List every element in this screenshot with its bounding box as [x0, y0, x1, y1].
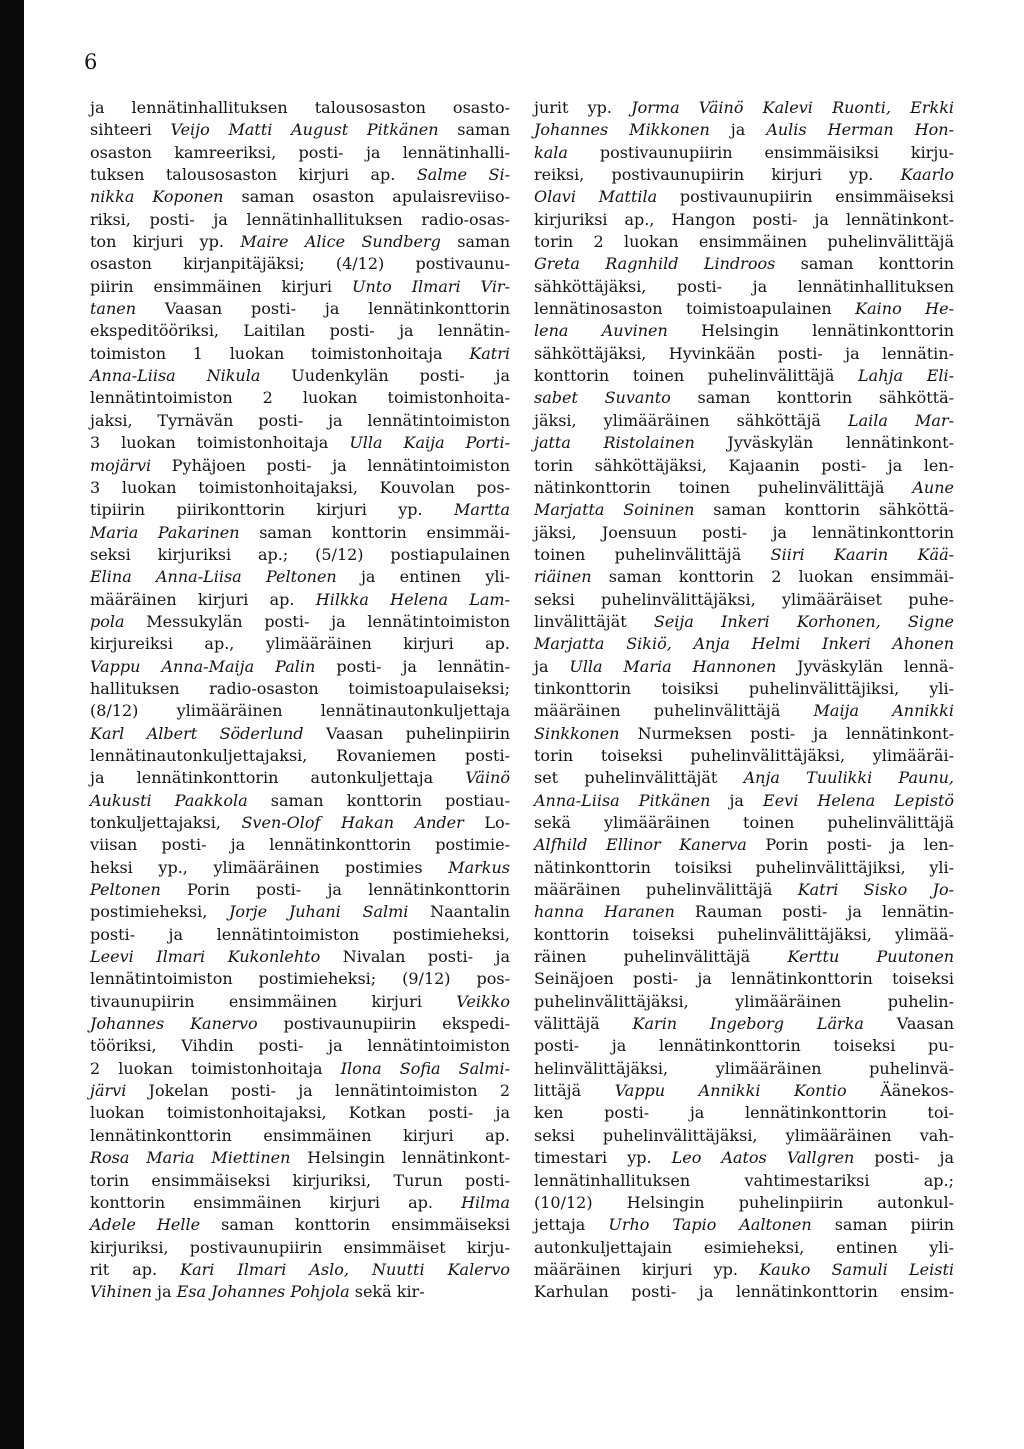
text-segment: lennätinautonkuljettajaksi, Rovaniemen posti-: [90, 745, 510, 765]
text-line: [90, 1125, 510, 1147]
text-segment: saman konttorin ensimmäi-: [239, 522, 510, 542]
text-segment: saman konttorin sähköttä-: [670, 388, 955, 408]
text-line: [90, 678, 510, 700]
text-line: [534, 410, 954, 432]
text-segment: Jyväskylän lennätinkont-: [694, 433, 954, 453]
text-line: [90, 119, 510, 141]
text-segment: 3 luokan toimistonhoitaja: [90, 433, 350, 453]
text-segment: Nurmeksen posti- ja lennätinkont-: [619, 723, 954, 743]
text-line: [90, 432, 510, 454]
text-segment: osaston kirjanpitäjäksi; (4/12) postivaunu-: [90, 254, 510, 274]
person-name: Greta Ragnhild Lindroos: [534, 254, 776, 274]
text-line: [90, 499, 510, 521]
text-line: [90, 276, 510, 298]
page-edge-bar: [0, 0, 24, 1449]
person-name: Siiri Kaarin Kää-: [770, 544, 955, 564]
text-line: [534, 723, 954, 745]
text-segment: puhelinvälittäjäksi, ylimääräinen puhelin-: [534, 991, 954, 1011]
text-line: [90, 566, 510, 588]
person-name: Karl Albert Söderlund: [90, 723, 304, 743]
text-segment: Helsingin lennätinkont-: [290, 1148, 510, 1168]
text-line: [90, 253, 510, 275]
text-segment: Seinäjoen posti- ja lennätinkonttorin toiseksi: [534, 969, 954, 989]
person-name: Unto Ilmari Vir-: [351, 276, 510, 296]
text-segment: tipiirin piirikonttorin kirjuri yp.: [90, 500, 455, 520]
text-line: [90, 924, 510, 946]
text-segment: konttorin toinen puhelinvälittäjä: [534, 366, 859, 386]
text-segment: torin toiseksi puhelinvälittäjäksi, ylimääräi-: [534, 745, 954, 765]
person-name: järvi: [90, 1081, 127, 1101]
person-name: Urho Tapio Aaltonen: [608, 1215, 812, 1235]
text-line: [90, 410, 510, 432]
text-segment: saman konttorin: [775, 254, 954, 274]
person-name: Vappu Anna-Maija Palin: [90, 656, 316, 676]
person-name: Jorma Väinö Kalevi Ruonti, Erkki: [631, 98, 955, 117]
person-name: Adele Helle: [90, 1215, 201, 1235]
text-line: [534, 745, 954, 767]
text-line: [534, 1192, 954, 1214]
text-line: [534, 589, 954, 611]
text-segment: määräinen puhelinvälittäjä: [534, 701, 814, 721]
person-name: Aukusti Paakkola: [90, 790, 248, 810]
text-line: [534, 253, 954, 275]
person-name: Kerttu Puutonen: [787, 947, 954, 967]
person-name: Katri Sisko Jo-: [797, 880, 954, 900]
text-segment: Vaasan posti- ja lennätinkonttorin: [136, 299, 510, 319]
text-line: [90, 790, 510, 812]
text-line: [90, 1080, 510, 1102]
text-line: [534, 387, 954, 409]
text-line: [90, 544, 510, 566]
text-column-right: [534, 97, 954, 1304]
text-line: [534, 991, 954, 1013]
text-segment: jurit yp.: [534, 98, 632, 117]
text-segment: Messukylän posti- ja lennätintoimiston: [124, 611, 510, 631]
text-line: [534, 834, 954, 856]
text-segment: postivaunupiirin ensimmäiseksi: [657, 187, 954, 207]
text-line: [534, 700, 954, 722]
text-segment: Rauman posti- ja lennätin-: [674, 902, 954, 922]
person-name: kala: [534, 142, 568, 162]
text-segment: jaksi, Tyrnävän posti- ja lennätintoimiston: [90, 410, 510, 430]
person-name: Rosa Maria Miettinen: [90, 1148, 291, 1168]
text-line: [534, 857, 954, 879]
text-line: [534, 678, 954, 700]
text-line: [534, 1080, 954, 1102]
person-name: tanen: [90, 299, 137, 319]
person-name: Kari Ilmari Aslo, Nuutti Kalervo: [180, 1259, 510, 1279]
text-segment: saman: [438, 120, 511, 140]
text-line: [534, 812, 954, 834]
text-line: [90, 142, 510, 164]
text-segment: tonkuljettajaksi,: [90, 813, 242, 832]
text-segment: Karhulan posti- ja lennätinkonttorin ensim-: [534, 1282, 954, 1302]
text-segment: posti- ja lennätintoimiston postimieheksi,: [90, 924, 510, 944]
text-segment: ton kirjuri yp.: [90, 232, 241, 252]
text-line: [90, 656, 510, 678]
text-line: [534, 1281, 954, 1303]
text-line: [90, 164, 510, 186]
text-segment: lennätinosaston toimistoapulainen: [534, 299, 856, 319]
text-segment: seksi puhelinvälittäjäksi, ylimääräiset puhe-: [534, 589, 954, 609]
text-line: [90, 1192, 510, 1214]
text-line: [90, 522, 510, 544]
text-segment: toinen puhelinvälittäjä: [534, 544, 771, 564]
person-name: Veikko: [456, 991, 510, 1011]
text-segment: jäksi, Joensuun posti- ja lennätinkonttorin: [534, 522, 954, 542]
text-segment: postivaunupiirin ensimmäisiksi kirju-: [567, 142, 954, 162]
text-line: [534, 343, 954, 365]
person-name: Vihinen: [90, 1282, 152, 1302]
text-segment: posti- ja: [854, 1148, 954, 1168]
person-name: Salme Si-: [416, 165, 511, 185]
text-line: [534, 946, 954, 968]
text-segment: räinen puhelinvälittäjä: [534, 947, 788, 967]
text-line: [90, 209, 510, 231]
person-name: Ulla Maria Hannonen: [569, 656, 777, 676]
person-name: Alfhild Ellinor Kanerva: [534, 835, 747, 855]
text-line: [90, 1147, 510, 1169]
text-line: [90, 298, 510, 320]
text-segment: Äänekos-: [846, 1081, 955, 1101]
text-segment: posti- ja lennätinkonttorin toiseksi pu-: [534, 1036, 954, 1056]
text-line: [534, 1125, 954, 1147]
text-line: [534, 544, 954, 566]
text-segment: saman osaston apulaisreviiso-: [223, 187, 510, 207]
person-name: Aulis Herman Hon-: [766, 120, 955, 140]
text-line: [534, 365, 954, 387]
text-segment: viisan posti- ja lennätinkonttorin postimie-: [90, 835, 510, 855]
text-segment: ja: [151, 1282, 177, 1302]
text-segment: saman konttorin postiau-: [247, 790, 510, 810]
text-segment: postimieheksi,: [90, 902, 229, 922]
text-line: [534, 767, 954, 789]
text-line: [90, 857, 510, 879]
text-line: [534, 522, 954, 544]
text-line: [534, 1147, 954, 1169]
text-line: [90, 186, 510, 208]
text-segment: määräinen kirjuri ap.: [90, 589, 316, 609]
text-segment: (8/12) ylimääräinen lennätinautonkuljettaja: [90, 701, 510, 721]
text-segment: sekä ylimääräinen toinen puhelinvälittäjä: [534, 813, 954, 832]
text-segment: timestari yp.: [534, 1148, 672, 1168]
text-line: [90, 1281, 510, 1303]
person-name: Peltonen: [90, 880, 161, 900]
text-line: [90, 1058, 510, 1080]
text-line: [90, 343, 510, 365]
text-segment: seksi puhelinvälittäjäksi, ylimääräinen vah-: [534, 1125, 954, 1145]
text-line: [90, 879, 510, 901]
text-line: [534, 142, 954, 164]
text-segment: nätinkonttorin toinen puhelinvälittäjä: [534, 477, 913, 497]
text-line: [90, 700, 510, 722]
text-segment: Naantalin: [408, 902, 510, 922]
text-line: [534, 499, 954, 521]
text-line: [90, 1170, 510, 1192]
text-line: [90, 1013, 510, 1035]
person-name: nikka Koponen: [90, 187, 224, 207]
person-name: Marjatta Sikiö, Anja Helmi Inkeri Ahonen: [534, 634, 954, 654]
text-line: [90, 611, 510, 633]
text-segment: littäjä: [534, 1081, 615, 1101]
text-line: [534, 97, 954, 119]
text-line: [90, 968, 510, 990]
person-name: Veijo Matti August Pitkänen: [170, 120, 439, 140]
text-segment: heksi yp., ylimääräinen postimies: [90, 857, 449, 877]
text-segment: Porin posti- ja lennätinkonttorin: [160, 880, 510, 900]
text-line: [90, 455, 510, 477]
text-segment: ja: [709, 120, 767, 140]
text-line: [534, 432, 954, 454]
text-segment: saman konttorin 2 luokan ensimmäi-: [591, 567, 954, 587]
text-segment: määräinen puhelinvälittäjä: [534, 880, 798, 900]
text-segment: posti- ja lennätin-: [315, 656, 510, 676]
text-segment: torin sähköttäjäksi, Kajaanin posti- ja len-: [534, 455, 954, 475]
person-name: Leo Aatos Vallgren: [671, 1148, 855, 1168]
text-segment: linvälittäjät: [534, 611, 654, 631]
person-name: pola: [90, 611, 125, 631]
text-segment: tööriksi, Vihdin posti- ja lennätintoimiston: [90, 1036, 510, 1056]
text-line: [90, 231, 510, 253]
text-line: [534, 879, 954, 901]
text-line: [534, 231, 954, 253]
text-line: [534, 477, 954, 499]
text-segment: ja lennätinkonttorin autonkuljettaja: [90, 768, 466, 788]
text-segment: Uudenkylän posti- ja: [260, 366, 510, 386]
person-name: Kaarlo: [900, 165, 954, 185]
text-line: [90, 812, 510, 834]
person-name: Anna-Liisa Nikula: [90, 366, 261, 386]
text-line: [90, 1102, 510, 1124]
text-segment: Pyhäjoen posti- ja lennätintoimiston: [151, 455, 510, 475]
text-segment: helinvälittäjäksi, ylimääräinen puhelinvä-: [534, 1058, 954, 1078]
text-segment: saman konttorin ensimmäiseksi: [200, 1215, 510, 1235]
text-line: [534, 298, 954, 320]
person-name: Maire Alice Sundberg: [240, 232, 441, 252]
person-name: Eevi Helena Lepistö: [763, 790, 955, 810]
text-line: [534, 611, 954, 633]
text-segment: jettaja: [534, 1215, 609, 1235]
person-name: Vappu Annikki Kontio: [614, 1081, 847, 1101]
text-segment: konttorin ensimmäinen kirjuri ap.: [90, 1192, 462, 1212]
text-segment: luokan toimistonhoitajaksi, Kotkan posti- ja: [90, 1103, 510, 1123]
person-name: hanna Haranen: [534, 902, 675, 922]
person-name: Olavi Mattila: [534, 187, 658, 207]
text-line: [534, 1237, 954, 1259]
text-segment: (10/12) Helsingin puhelinpiirin autonkul-: [534, 1192, 954, 1212]
person-name: lena Auvinen: [534, 321, 668, 341]
text-line: [90, 320, 510, 342]
text-segment: lennätintoimiston 2 luokan toimistonhoita-: [90, 388, 510, 408]
text-segment: sihteeri: [90, 120, 171, 140]
text-line: [534, 1058, 954, 1080]
text-line: [534, 1170, 954, 1192]
person-name: Jorje Juhani Salmi: [228, 902, 409, 922]
text-segment: hallituksen radio-osaston toimistoapulaiseksi;: [90, 678, 510, 698]
text-segment: tuksen talousosaston kirjuri ap.: [90, 165, 417, 185]
text-segment: osaston kamreeriksi, posti- ja lennätinhalli-: [90, 142, 510, 162]
person-name: Lahja Eli-: [858, 366, 955, 386]
text-line: [90, 901, 510, 923]
text-segment: nätinkonttorin toisiksi puhelinvälittäjiksi, yli-: [534, 857, 954, 877]
text-segment: 3 luokan toimistonhoitajaksi, Kouvolan pos-: [90, 477, 510, 497]
text-line: [534, 164, 954, 186]
person-name: Katri: [469, 343, 510, 363]
page-number: 6: [84, 50, 98, 74]
text-segment: lennätinhallituksen vahtimestariksi ap.;: [534, 1170, 954, 1190]
text-segment: Lo-: [463, 813, 510, 832]
text-line: [534, 566, 954, 588]
person-name: Johannes Kanervo: [90, 1014, 258, 1034]
text-segment: postivaunupiirin ekspedi-: [257, 1014, 510, 1034]
text-segment: torin 2 luokan ensimmäinen puhelinvälittäjä: [534, 232, 954, 252]
text-line: [90, 723, 510, 745]
text-segment: saman: [440, 232, 510, 252]
text-line: [534, 320, 954, 342]
text-line: [90, 991, 510, 1013]
text-line: [90, 1259, 510, 1281]
text-line: [534, 209, 954, 231]
text-line: [90, 589, 510, 611]
text-line: [90, 745, 510, 767]
person-name: riäinen: [534, 567, 592, 587]
person-name: Ilona Sofia Salmi-: [340, 1058, 510, 1078]
text-line: [90, 633, 510, 655]
person-name: Hilma: [461, 1192, 510, 1212]
text-segment: kirjuriksi, postivaunupiirin ensimmäiset kirju-: [90, 1237, 510, 1257]
text-line: [90, 477, 510, 499]
text-line: [90, 946, 510, 968]
person-name: jatta Ristolainen: [534, 433, 695, 453]
person-name: Aune: [912, 477, 954, 497]
text-segment: ja entinen yli-: [336, 567, 510, 587]
person-name: Markus: [448, 857, 510, 877]
text-line: [534, 1102, 954, 1124]
text-segment: lennätintoimiston postimieheksi; (9/12) pos-: [90, 969, 510, 989]
person-name: Maija Annikki: [813, 701, 954, 721]
text-segment: Porin posti- ja len-: [746, 835, 955, 855]
text-segment: sähköttäjäksi, posti- ja lennätinhallituksen: [534, 276, 954, 296]
text-segment: ja: [534, 656, 570, 676]
text-segment: ken posti- ja lennätinkonttorin toi-: [534, 1103, 954, 1123]
text-segment: autonkuljettajain esimieheksi, entinen yli-: [534, 1237, 954, 1257]
person-name: Sinkkonen: [534, 723, 620, 743]
text-segment: set puhelinvälittäjät: [534, 768, 744, 788]
person-name: Esa Johannes Pohjola: [176, 1282, 350, 1302]
text-line: [534, 1259, 954, 1281]
text-segment: määräinen kirjuri yp.: [534, 1259, 760, 1279]
person-name: Ulla Kaija Porti-: [349, 433, 511, 453]
person-name: Väinö: [465, 768, 510, 788]
person-name: Kaino He-: [855, 299, 954, 319]
text-line: [534, 656, 954, 678]
text-segment: 2 luokan toimistonhoitaja: [90, 1058, 341, 1078]
text-segment: tivaunupiirin ensimmäinen kirjuri: [90, 991, 457, 1011]
text-column-left: [90, 97, 510, 1304]
text-segment: sähköttäjäksi, Hyvinkään posti- ja lennätin-: [534, 343, 954, 363]
person-name: Seija Inkeri Korhonen, Signe: [653, 611, 954, 631]
text-line: [534, 455, 954, 477]
person-name: Anna-Liisa Pitkänen: [534, 790, 711, 810]
person-name: Anja Tuulikki Paunu,: [743, 768, 955, 788]
text-line: [534, 276, 954, 298]
text-segment: Helsingin lennätinkonttorin: [667, 321, 954, 341]
text-line: [534, 1035, 954, 1057]
text-line: [90, 365, 510, 387]
text-segment: rit ap.: [90, 1259, 181, 1279]
person-name: mojärvi: [90, 455, 152, 475]
text-line: [534, 1214, 954, 1236]
text-segment: Nivalan posti- ja: [320, 947, 511, 967]
text-line: [534, 1013, 954, 1035]
text-line: [90, 97, 510, 119]
text-line: [90, 1214, 510, 1236]
text-segment: lennätinkonttorin ensimmäinen kirjuri ap.: [90, 1125, 510, 1145]
text-line: [90, 1237, 510, 1259]
person-name: Sven-Olof Hakan Ander: [241, 813, 464, 832]
text-segment: Vaasan puhelinpiirin: [303, 723, 511, 743]
text-segment: reiksi, postivaunupiirin kirjuri yp.: [534, 165, 901, 185]
text-line: [534, 119, 954, 141]
text-segment: riksi, posti- ja lennätinhallituksen radio-osas-: [90, 209, 510, 229]
person-name: Karin Ingeborg Lärka: [632, 1014, 864, 1034]
text-segment: sekä kir-: [349, 1282, 425, 1302]
text-segment: toimiston 1 luokan toimistonhoitaja: [90, 343, 470, 363]
text-segment: saman piirin: [811, 1215, 954, 1235]
text-line: [534, 968, 954, 990]
text-segment: tinkonttorin toisiksi puhelinvälittäjiksi, yli-: [534, 678, 954, 698]
person-name: Hilkka Helena Lam-: [315, 589, 510, 609]
text-segment: ja: [710, 790, 764, 810]
text-line: [90, 387, 510, 409]
person-name: Maria Pakarinen: [90, 522, 240, 542]
text-segment: konttorin toiseksi puhelinvälittäjäksi, ylimää-: [534, 924, 954, 944]
person-name: Leevi Ilmari Kukonlehto: [90, 947, 321, 967]
person-name: Elina Anna-Liisa Peltonen: [90, 567, 337, 587]
text-segment: kirjureiksi ap., ylimääräinen kirjuri ap.: [90, 634, 510, 654]
text-line: [90, 1035, 510, 1057]
person-name: sabet Suvanto: [534, 388, 671, 408]
person-name: Laila Mar-: [848, 410, 954, 430]
text-line: [90, 834, 510, 856]
text-line: [534, 186, 954, 208]
text-line: [90, 767, 510, 789]
text-segment: Jyväskylän lennä-: [776, 656, 955, 676]
person-name: Martta: [454, 500, 510, 520]
text-segment: Vaasan: [863, 1014, 954, 1034]
text-line: [534, 901, 954, 923]
text-segment: torin ensimmäiseksi kirjuriksi, Turun posti-: [90, 1170, 510, 1190]
text-segment: seksi kirjuriksi ap.; (5/12) postiapulainen: [90, 544, 510, 564]
text-segment: saman konttorin sähköttä-: [694, 500, 955, 520]
text-segment: ja lennätinhallituksen talousosaston osasto-: [90, 98, 510, 117]
text-line: [534, 633, 954, 655]
text-line: [534, 790, 954, 812]
text-line: [534, 924, 954, 946]
person-name: Johannes Mikkonen: [534, 120, 710, 140]
text-segment: piirin ensimmäinen kirjuri: [90, 276, 352, 296]
person-name: Marjatta Soininen: [534, 500, 695, 520]
text-segment: Jokelan posti- ja lennätintoimiston 2: [126, 1081, 510, 1101]
text-segment: ekspeditööriksi, Laitilan posti- ja lennätin-: [90, 321, 510, 341]
text-segment: kirjuriksi ap., Hangon posti- ja lennätinkont-: [534, 209, 954, 229]
text-segment: jäksi, ylimääräinen sähköttäjä: [534, 410, 849, 430]
text-segment: välittäjä: [534, 1014, 633, 1034]
person-name: Kauko Samuli Leisti: [759, 1259, 955, 1279]
